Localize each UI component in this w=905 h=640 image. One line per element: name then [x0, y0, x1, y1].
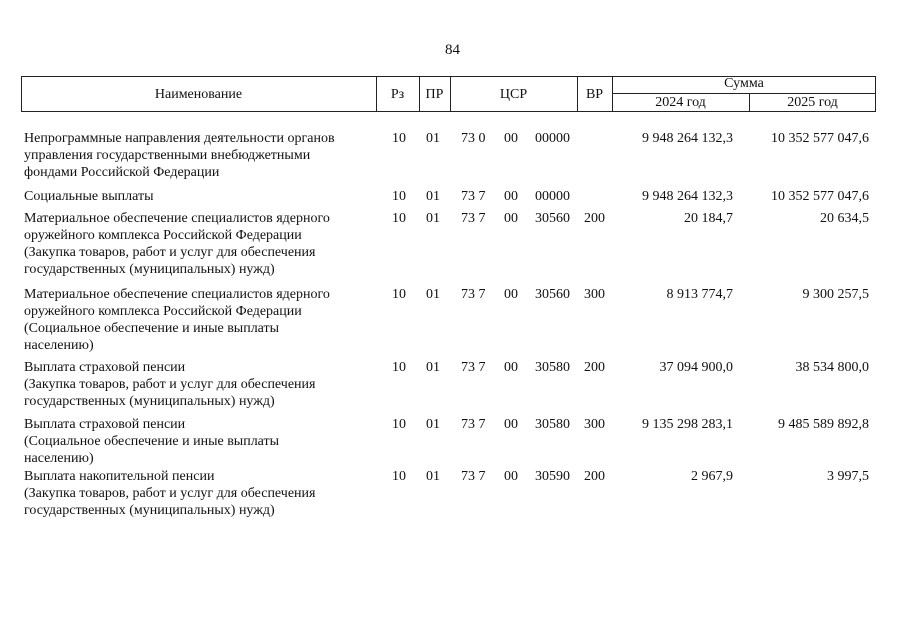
- cell-csr-program: 73 7: [461, 360, 486, 375]
- cell-csr-subprogram: 00: [504, 211, 518, 226]
- header-sum: Сумма: [724, 76, 764, 91]
- cell-vr: 300: [584, 417, 605, 432]
- cell-pr: 01: [426, 417, 440, 432]
- cell-name-line: государственных (муниципальных) нужд): [24, 503, 275, 518]
- cell-name-line: управления государственными внебюджетными: [24, 148, 311, 163]
- cell-name-line: (Закупка товаров, работ и услуг для обеспечения: [24, 245, 316, 260]
- cell-csr-subprogram: 00: [504, 469, 518, 484]
- cell-sum-2025: 9 300 257,5: [802, 287, 869, 302]
- cell-name-line: государственных (муниципальных) нужд): [24, 262, 275, 277]
- cell-sum-2025: 3 997,5: [827, 469, 869, 484]
- cell-name-line: населению): [24, 451, 94, 466]
- cell-vr: 200: [584, 469, 605, 484]
- cell-rz: 10: [392, 211, 406, 226]
- cell-rz: 10: [392, 360, 406, 375]
- cell-sum-2024: 20 184,7: [684, 211, 733, 226]
- cell-sum-2025: 20 634,5: [820, 211, 869, 226]
- header-rz: Рз: [390, 87, 405, 102]
- cell-pr: 01: [426, 287, 440, 302]
- page-number: 84: [445, 42, 460, 58]
- cell-csr-direction: 30580: [535, 360, 570, 375]
- cell-name-line: оружейного комплекса Российской Федерации: [24, 228, 302, 243]
- cell-name-line: Выплата накопительной пенсии: [24, 469, 215, 484]
- cell-name: [24, 210, 369, 278]
- cell-csr-program: 73 7: [461, 469, 486, 484]
- table-header: [21, 76, 876, 112]
- cell-sum-2024: 2 967,9: [691, 469, 733, 484]
- header-vr: ВР: [585, 87, 604, 102]
- cell-csr-subprogram: 00: [504, 287, 518, 302]
- header-year-2024: 2024 год: [655, 95, 706, 110]
- cell-sum-2025: 10 352 577 047,6: [771, 131, 869, 146]
- cell-sum-2025: 10 352 577 047,6: [771, 189, 869, 204]
- cell-sum-2024: 9 948 264 132,3: [642, 131, 733, 146]
- cell-csr-program: 73 7: [461, 189, 486, 204]
- cell-rz: 10: [392, 469, 406, 484]
- cell-name-line: Материальное обеспечение специалистов ядерного: [24, 287, 330, 302]
- cell-csr-subprogram: 00: [504, 360, 518, 375]
- cell-name-line: Выплата страховой пенсии: [24, 360, 186, 375]
- cell-sum-2025: 38 534 800,0: [795, 360, 869, 375]
- cell-name: [24, 286, 369, 354]
- cell-name-line: Социальные выплаты: [24, 189, 154, 204]
- cell-name-line: населению): [24, 338, 94, 353]
- cell-pr: 01: [426, 211, 440, 226]
- cell-name: [24, 188, 369, 205]
- cell-csr-direction: 30560: [535, 211, 570, 226]
- cell-name-line: (Социальное обеспечение и иные выплаты: [24, 434, 280, 449]
- cell-name: [24, 416, 369, 467]
- cell-name-line: оружейного комплекса Российской Федерации: [24, 304, 302, 319]
- sum-subheader-border: [612, 93, 876, 94]
- cell-csr-subprogram: 00: [504, 417, 518, 432]
- cell-csr-subprogram: 00: [504, 131, 518, 146]
- budget-table: [21, 76, 876, 518]
- cell-rz: 10: [392, 287, 406, 302]
- cell-sum-2025: 9 485 589 892,8: [778, 417, 869, 432]
- cell-name-line: (Закупка товаров, работ и услуг для обеспечения: [24, 486, 316, 501]
- cell-sum-2024: 9 135 298 283,1: [642, 417, 733, 432]
- cell-vr: 200: [584, 360, 605, 375]
- cell-name-line: Непрограммные направления деятельности органов: [24, 131, 335, 146]
- header-bottom-border: [21, 111, 876, 112]
- cell-name: [24, 359, 369, 410]
- cell-pr: 01: [426, 189, 440, 204]
- cell-name-line: государственных (муниципальных) нужд): [24, 394, 275, 409]
- cell-csr-direction: 00000: [535, 131, 570, 146]
- header-name: Наименование: [154, 87, 243, 102]
- cell-vr: 200: [584, 211, 605, 226]
- cell-csr-subprogram: 00: [504, 189, 518, 204]
- cell-name-line: (Социальное обеспечение и иные выплаты: [24, 321, 280, 336]
- cell-sum-2024: 9 948 264 132,3: [642, 189, 733, 204]
- cell-sum-2024: 8 913 774,7: [666, 287, 733, 302]
- cell-csr-direction: 30590: [535, 469, 570, 484]
- cell-csr-direction: 00000: [535, 189, 570, 204]
- cell-rz: 10: [392, 131, 406, 146]
- header-csr: ЦСР: [499, 87, 528, 102]
- cell-csr-program: 73 7: [461, 417, 486, 432]
- cell-pr: 01: [426, 469, 440, 484]
- cell-name-line: Материальное обеспечение специалистов ядерного: [24, 211, 330, 226]
- cell-vr: 300: [584, 287, 605, 302]
- header-year-2025: 2025 год: [787, 95, 838, 110]
- header-pr: ПР: [425, 87, 444, 102]
- cell-name-line: Выплата страховой пенсии: [24, 417, 186, 432]
- cell-csr-program: 73 7: [461, 287, 486, 302]
- cell-name-line: (Закупка товаров, работ и услуг для обеспечения: [24, 377, 316, 392]
- cell-name: [24, 468, 369, 519]
- cell-rz: 10: [392, 189, 406, 204]
- cell-csr-program: 73 0: [461, 131, 486, 146]
- cell-rz: 10: [392, 417, 406, 432]
- cell-name: [24, 130, 369, 181]
- cell-csr-program: 73 7: [461, 211, 486, 226]
- cell-pr: 01: [426, 360, 440, 375]
- cell-pr: 01: [426, 131, 440, 146]
- cell-csr-direction: 30560: [535, 287, 570, 302]
- cell-name-line: фондами Российской Федерации: [24, 165, 220, 180]
- cell-csr-direction: 30580: [535, 417, 570, 432]
- cell-sum-2024: 37 094 900,0: [659, 360, 733, 375]
